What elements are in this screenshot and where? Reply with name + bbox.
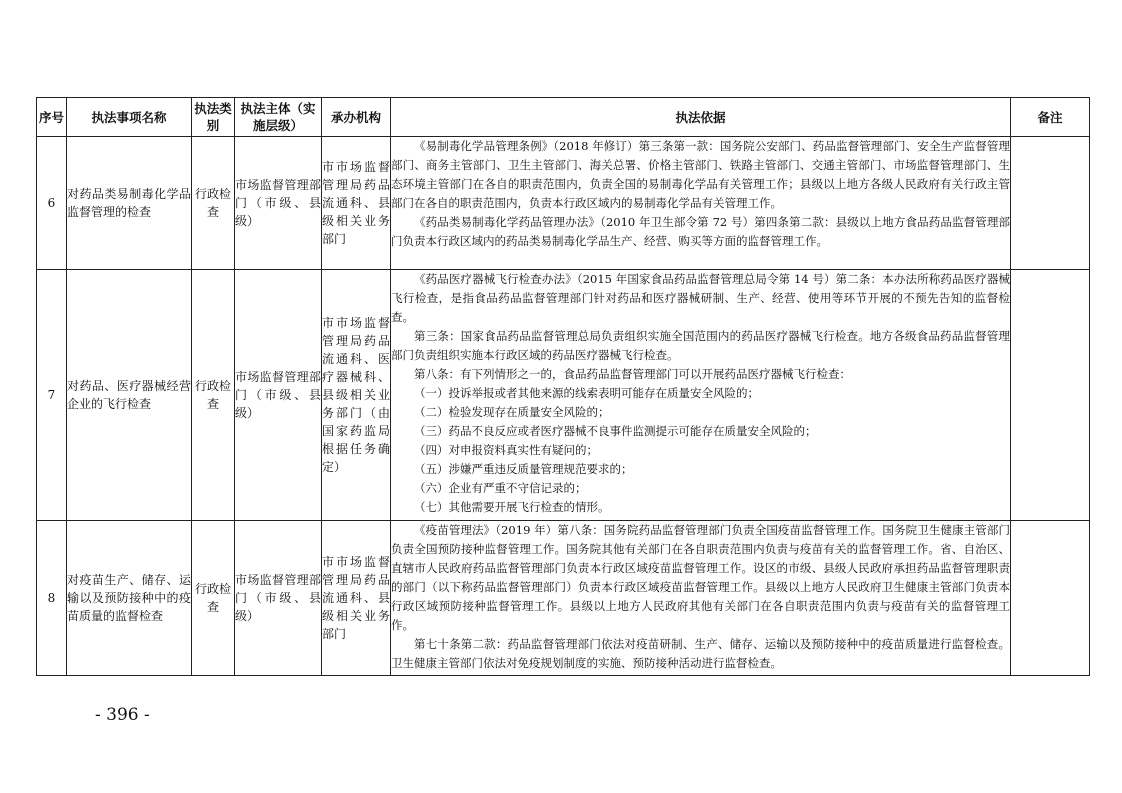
- enforcement-table: [36, 97, 1090, 676]
- row-basis: [391, 137, 1011, 270]
- row-basis: [391, 521, 1011, 676]
- row-type: 行政检查: [192, 137, 235, 270]
- row-org: 市市场监督管理局药品流通科、县级相关业务部门: [322, 521, 391, 676]
- header-subject: 执法主体（实施层级）: [235, 98, 322, 137]
- table-row: [37, 137, 1090, 270]
- header-org: 承办机构: [322, 98, 391, 137]
- row-note: [1011, 270, 1090, 521]
- table-row: [37, 270, 1090, 521]
- basis-paragraph: 第八条：有下列情形之一的，食品药品监督管理部门可以开展药品医疗器械飞行检查：: [414, 367, 851, 381]
- header-seq: 序号: [37, 98, 67, 137]
- basis-list-item: （七）其他需要开展飞行检查的情形。: [414, 500, 610, 514]
- table-row: [37, 521, 1090, 676]
- basis-list-item: （三）药品不良反应或者医疗器械不良事件监测提示可能存在质量安全风险的；: [414, 424, 817, 438]
- row-subject: 市场监督管理部门（市级、县级）: [235, 137, 322, 270]
- header-note: 备注: [1011, 98, 1090, 137]
- row-subject: 市场监督管理部门（市级、县级）: [235, 521, 322, 676]
- header-name: 执法事项名称: [67, 98, 192, 137]
- basis-list-item: （一）投诉举报或者其他来源的线索表明可能存在质量安全风险的；: [414, 386, 759, 400]
- row-type: 行政检查: [192, 270, 235, 521]
- header-basis: 执法依据: [391, 98, 1011, 137]
- row-name: 对药品、医疗器械经营企业的飞行检查: [67, 270, 192, 521]
- row-org: 市市场监督管理局药品流通科、县级相关业务部门: [322, 137, 391, 270]
- row-seq: 6: [37, 137, 67, 270]
- row-seq: 7: [37, 270, 67, 521]
- basis-paragraph: 《药品医疗器械飞行检查办法》（2015 年国家食品药品监督管理总局令第 14 号）第二条：本办法所称药品医疗器械飞行检查，是指食品药品监督管理部门针对药品和医疗器械研制、生产、经营、使用等环节开展的不预先告知的监督检查。: [391, 272, 1010, 324]
- basis-list-item: （四）对申报资料真实性有疑问的；: [414, 443, 598, 457]
- row-note: [1011, 521, 1090, 676]
- basis-paragraph: 《疫苗管理法》（2019 年）第八条：国务院药品监督管理部门负责全国疫苗监督管理工作。国务院卫生健康主管部门负责全国预防接种监督管理工作。国务院其他有关部门在各自职责范围内负责与疫苗有关的监督管理工作。省、自治区、直辖市人民政府药品监督管理部门负责本行政区域疫苗监督管理工作。设区的市级、县级人民政府承担药品监督管理职责的部门（以下称药品监督管理部门）负责本行政区域疫苗监督管理工作。县级以上地方人民政府卫生健康主管部门负责本行政区域预防接种监督管理工作。县级以上地方人民政府其他有关部门在各自职责范围内负责与疫苗有关的监督管理工作。: [391, 523, 1010, 632]
- basis-paragraph: 第七十条第二款：药品监督管理部门依法对疫苗研制、生产、储存、运输以及预防接种中的疫苗质量进行监督检查。卫生健康主管部门依法对免疫规划制度的实施、预防接种活动进行监督检查。: [391, 637, 1010, 670]
- basis-paragraph: 《易制毒化学品管理条例》（2018 年修订）第三条第一款：国务院公安部门、药品监督管理部门、安全生产监督管理部门、商务主管部门、卫生主管部门、海关总署、价格主管部门、铁路主管部门、交通主管部门、市场监督管理部门、生态环境主管部门在各自的职责范围内，负责全国的易制毒化学品有关管理工作；县级以上地方各级人民政府有关行政主管部门在各自的职责范围内，负责本行政区域内的易制毒化学品有关管理工作。: [391, 139, 1010, 210]
- row-org: 市市场监督管理局药品流通科、医疗器械科、县级相关业务部门（由国家药监局根据任务确定）: [322, 270, 391, 521]
- row-subject: 市场监督管理部门（市级、县级）: [235, 270, 322, 521]
- row-name: 对药品类易制毒化学品监督管理的检查: [67, 137, 192, 270]
- row-type: 行政检查: [192, 521, 235, 676]
- table-header-row: [37, 98, 1090, 137]
- row-seq: 8: [37, 521, 67, 676]
- basis-list-item: （二）检验发现存在质量安全风险的；: [414, 405, 610, 419]
- header-type: 执法类别: [192, 98, 235, 137]
- basis-paragraph: 《药品类易制毒化学药品管理办法》（2010 年卫生部令第 72 号）第四条第二款：县级以上地方食品药品监督管理部门负责本行政区域内的药品类易制毒化学品生产、经营、购买等方面的监督管理工作。: [391, 215, 1010, 248]
- page-number: - 396 -: [95, 705, 150, 725]
- row-basis: [391, 270, 1011, 521]
- basis-paragraph: 第三条：国家食品药品监督管理总局负责组织实施全国范围内的药品医疗器械飞行检查。地方各级食品药品监督管理部门负责组织实施本行政区域的药品医疗器械飞行检查。: [391, 329, 1010, 362]
- basis-list-item: （六）企业有严重不守信记录的；: [414, 481, 587, 495]
- row-note: [1011, 137, 1090, 270]
- basis-list-item: （五）涉嫌严重违反质量管理规范要求的；: [414, 462, 633, 476]
- row-name: 对疫苗生产、储存、运输以及预防接种中的疫苗质量的监督检查: [67, 521, 192, 676]
